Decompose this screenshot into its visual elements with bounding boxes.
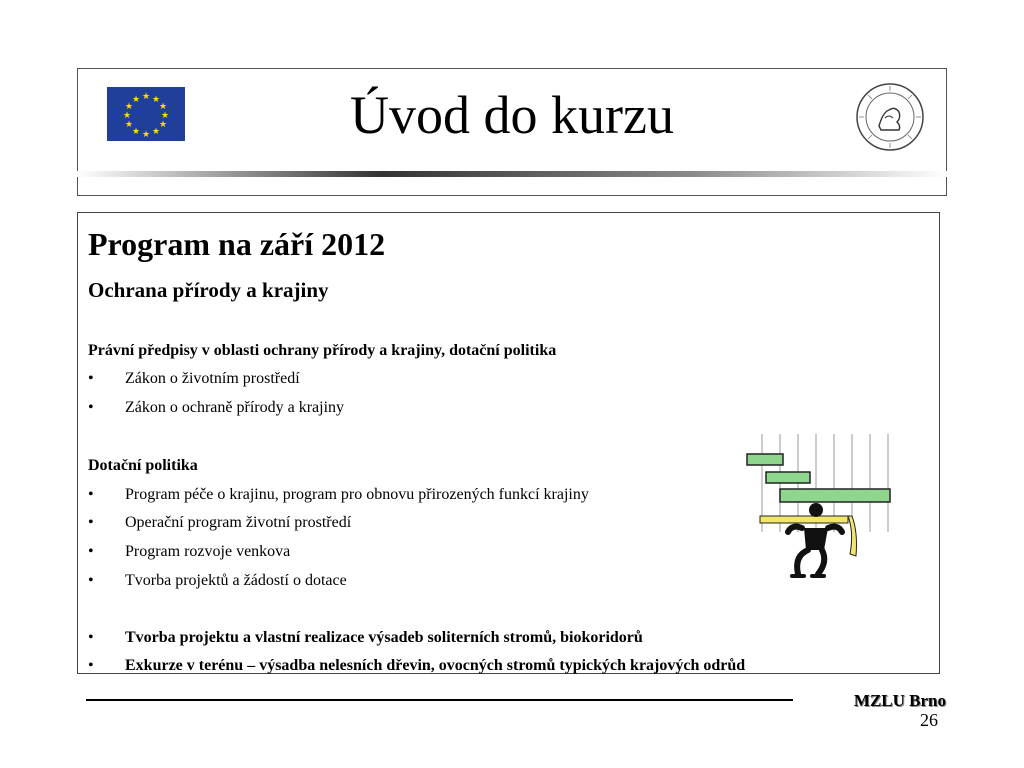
svg-text:★: ★ [151, 95, 161, 105]
bullet-marker: • [88, 514, 94, 531]
list-item: Zákon o ochraně přírody a krajiny [125, 399, 345, 416]
list-item: Tvorba projektu a vlastní realizace výsadeb soliterních stromů, biokoridorů [125, 629, 643, 646]
svg-text:★: ★ [160, 111, 170, 121]
section-title-subsidy: Dotační politika [88, 457, 198, 474]
bullet-marker: • [88, 399, 94, 416]
footer-divider [86, 699, 793, 701]
header-separator [77, 168, 947, 180]
svg-text:★: ★ [158, 120, 168, 130]
bullet-marker: • [88, 370, 94, 387]
svg-text:★: ★ [124, 120, 134, 130]
bullet-marker: • [88, 572, 94, 589]
page-number: 26 [920, 710, 938, 730]
list-item: Program rozvoje venkova [125, 543, 291, 560]
bullet-marker: • [88, 629, 94, 646]
program-heading: Program na září 2012 [88, 226, 386, 262]
program-subheading: Ochrana přírody a krajiny [88, 278, 329, 302]
list-item: Tvorba projektů a žádostí o dotace [125, 572, 347, 589]
list-item: Operační program životní prostředí [125, 514, 352, 531]
svg-text:★: ★ [131, 127, 141, 137]
bullet-marker: • [88, 657, 94, 674]
svg-text:★: ★ [141, 130, 151, 140]
svg-text:★: ★ [141, 92, 151, 102]
bullet-marker: • [88, 486, 94, 503]
page-title: Úvod do kurzu [350, 85, 674, 145]
person-carrying-bars-clipart [742, 432, 894, 582]
bullet-marker: • [88, 543, 94, 560]
svg-text:★: ★ [131, 95, 141, 105]
svg-text:★: ★ [122, 111, 132, 121]
university-seal-icon [855, 82, 925, 152]
svg-text:★: ★ [158, 102, 168, 112]
svg-text:★: ★ [124, 102, 134, 112]
footer-brand: MZLU Brno [853, 691, 946, 710]
list-item: Program péče o krajinu, program pro obnovu přirozených funkcí krajiny [125, 486, 589, 503]
list-item: Zákon o životním prostředí [125, 370, 300, 387]
list-item: Exkurze v terénu – výsadba nelesních dřevin, ovocných stromů typických krajových odrůd [125, 657, 746, 674]
section-title-legal: Právní předpisy v oblasti ochrany přírody a krajiny, dotační politika [88, 342, 557, 359]
svg-text:★: ★ [151, 127, 161, 137]
